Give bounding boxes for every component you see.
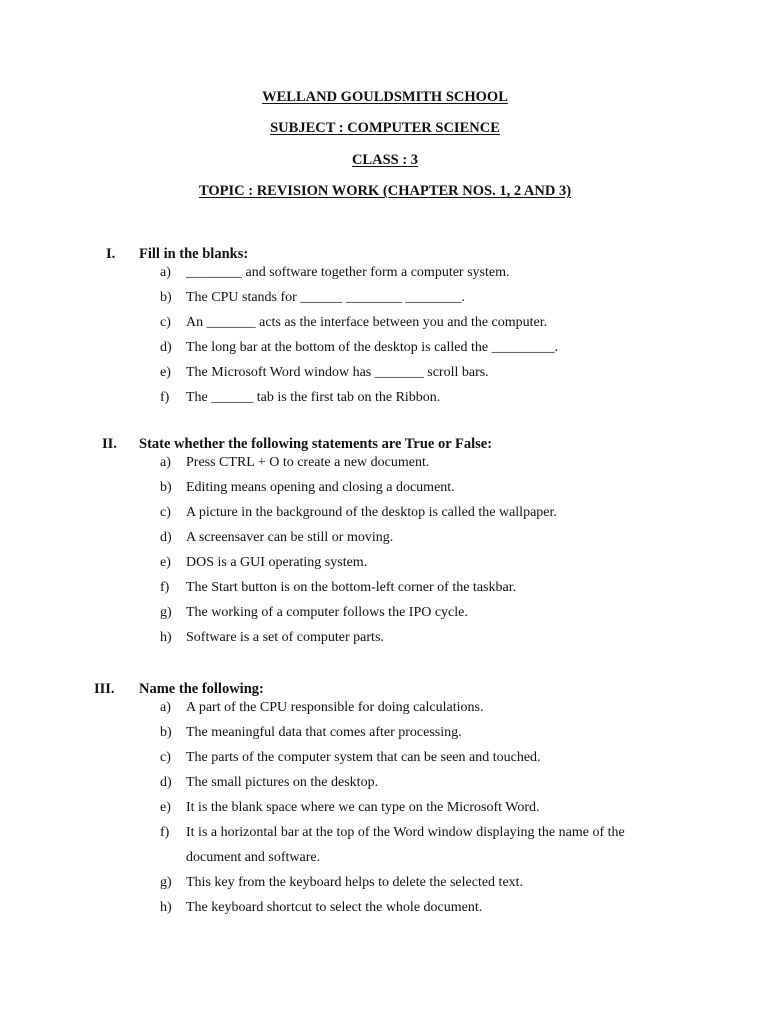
school-name: WELLAND GOULDSMITH SCHOOL — [262, 89, 508, 105]
item-label: a) — [160, 455, 171, 470]
section-title: State whether the following statements are True or False: — [139, 436, 493, 452]
item-text: This key from the keyboard helps to delete the selected text. — [186, 875, 524, 890]
item-label: f) — [160, 580, 170, 595]
item-label: e) — [160, 555, 171, 570]
topic-line: TOPIC : REVISION WORK (CHAPTER NOS. 1, 2 AND 3) — [198, 183, 572, 199]
item-label: g) — [160, 605, 172, 620]
item-label: c) — [160, 750, 171, 765]
item-label: a) — [160, 700, 171, 715]
section-title: Name the following: — [139, 681, 264, 697]
item-text: Software is a set of computer parts. — [186, 630, 384, 645]
item-label: b) — [160, 480, 172, 495]
item-label: c) — [160, 315, 171, 330]
item-text-continued: document and software. — [186, 850, 321, 865]
item-text: The keyboard shortcut to select the whole document. — [186, 900, 483, 915]
item-text: A picture in the background of the desktop is called the wallpaper. — [186, 505, 557, 520]
item-text: It is a horizontal bar at the top of the Word window displaying the name of the — [186, 825, 625, 840]
item-text: The Microsoft Word window has _______ scroll bars. — [186, 365, 489, 380]
item-text: The small pictures on the desktop. — [186, 775, 379, 790]
item-label: f) — [160, 825, 170, 840]
item-label: f) — [160, 390, 170, 405]
item-text: The working of a computer follows the IPO cycle. — [186, 605, 468, 620]
item-label: a) — [160, 265, 171, 280]
item-text: The Start button is on the bottom-left corner of the taskbar. — [186, 580, 517, 595]
section-number: II. — [102, 436, 117, 452]
item-text: Press CTRL + O to create a new document. — [186, 455, 430, 470]
item-label: d) — [160, 530, 172, 545]
item-text: The long bar at the bottom of the desktop is called the _________. — [186, 340, 559, 355]
item-label: c) — [160, 505, 171, 520]
item-label: b) — [160, 725, 172, 740]
item-text: The meaningful data that comes after processing. — [186, 725, 462, 740]
item-text: DOS is a GUI operating system. — [186, 555, 368, 570]
item-label: e) — [160, 365, 171, 380]
section-number: I. — [106, 246, 116, 262]
item-label: h) — [160, 630, 172, 645]
item-text: It is the blank space where we can type on the Microsoft Word. — [186, 800, 540, 815]
item-text: The ______ tab is the first tab on the Ribbon. — [186, 390, 441, 405]
item-label: e) — [160, 800, 171, 815]
item-text: The parts of the computer system that can be seen and touched. — [186, 750, 541, 765]
item-text: ________ and software together form a computer system. — [186, 265, 510, 280]
section-number: III. — [94, 681, 115, 697]
item-label: g) — [160, 875, 172, 890]
subject-line: SUBJECT : COMPUTER SCIENCE — [270, 120, 500, 136]
item-text: A part of the CPU responsible for doing calculations. — [186, 700, 484, 715]
item-label: d) — [160, 340, 172, 355]
item-text: A screensaver can be still or moving. — [186, 530, 394, 545]
item-text: An _______ acts as the interface between you and the computer. — [186, 315, 548, 330]
item-text: The CPU stands for ______ ________ ________. — [186, 290, 465, 305]
item-label: d) — [160, 775, 172, 790]
section-title: Fill in the blanks: — [139, 246, 249, 262]
item-text: Editing means opening and closing a document. — [186, 480, 455, 495]
item-label: b) — [160, 290, 172, 305]
class-line: CLASS : 3 — [351, 152, 419, 168]
item-label: h) — [160, 900, 172, 915]
